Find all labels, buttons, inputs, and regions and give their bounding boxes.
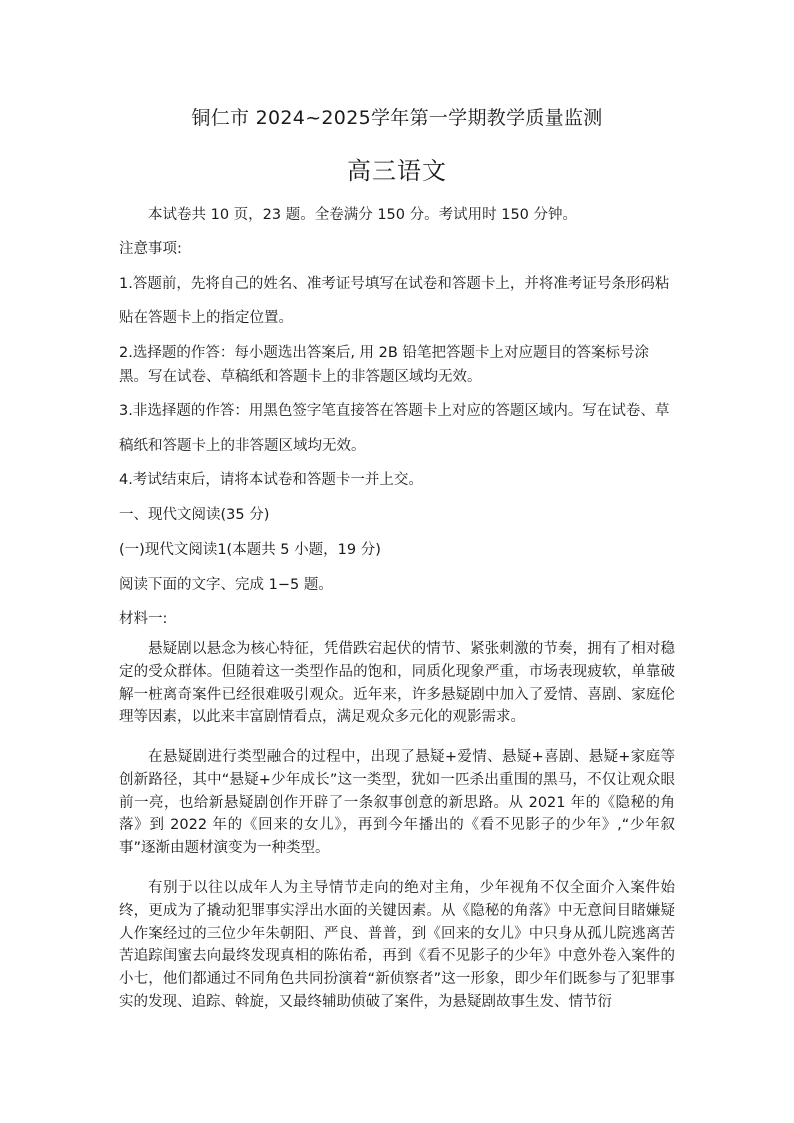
reading-instruction: 阅读下面的文字、完成 1−5 题。 — [119, 577, 333, 593]
notice-item-3-cont: 稿纸和答题卡上的非答题区域均无效。 — [119, 438, 366, 454]
notice-heading: 注意事项: — [119, 241, 182, 257]
material-label: 材料一: — [119, 611, 168, 627]
notice-item-1: 1.答题前，先将自己的姓名、准考证号填写在试卷和答题卡上，并将准考证号条形码粘 — [119, 276, 670, 292]
notice-item-3: 3.非选择题的作答：用黑色签字笔直接答在答题卡上对应的答题区域内。写在试卷、草 — [119, 403, 670, 419]
section-subheading: (一)现代文阅读1(本题共 5 小题，19 分) — [119, 542, 381, 558]
paragraph-3: 有别于以往以成年人为主导情节走向的绝对主角，少年视角不仅全面介入案件始终，更成为了撬动犯罪事实浮出水面的关键因素。从《隐秘的角落》中无意间目睹嫌疑人作案经过的三位少年朱朝阳、严良、普普，到《回来的女儿》中只身从孤儿院逃离苦苦追踪闺蜜去向最终发现真相的陈佑希，再到《看不见影子的少年》中意外卷入案件的小七，他们都通过不同角色共同扮演着“新侦察者”这一形象，即少年们既参与了犯罪事实的发现、追踪、斡旋，又最终辅助侦破了案件，为悬疑剧故事生发、情节衍 — [119, 880, 675, 1010]
exam-title: 铜仁市 2024~2025学年第一学期教学质量监测 — [191, 107, 603, 129]
section-heading: 一、现代文阅读(35 分) — [119, 507, 270, 523]
exam-intro: 本试卷共 10 页，23 题。全卷满分 150 分。考试用时 150 分钟。 — [148, 207, 578, 223]
subject-title: 高三语文 — [347, 157, 447, 185]
notice-item-2-cont: 黑。写在试卷、草稿纸和答题卡上的非答题区域均无效。 — [119, 369, 482, 385]
paragraph-2: 在悬疑剧进行类型融合的过程中，出现了悬疑+爱情、悬疑+喜剧、悬疑+家庭等创新路径，其中“悬疑+少年成长”这一类型，犹如一匹杀出重围的黑马，不仅让观众眼前一亮，也给新悬疑剧创作开辟了一条叙事创意的新思路。从 2021 年的《隐秘的角落》到 2022 年的《回来的女儿》，再到今年播出的《看不见影子的少年》,“少年叙事”逐渐由题材演变为一种类型。 — [119, 749, 675, 857]
paragraph-1: 悬疑剧以悬念为核心特征，凭借跌宕起伏的情节、紧张刺激的节奏，拥有了相对稳定的受众群体。但随着这一类型作品的饱和，同质化现象严重，市场表现疲软，单靠破解一桩离奇案件已经很难吸引观众。近年来，许多悬疑剧中加入了爱情、喜剧、家庭伦理等因素，以此来丰富剧情看点，满足观众多元化的观影需求。 — [119, 641, 675, 726]
notice-item-2: 2.选择题的作答：每小题选出答案后, 用 2B 铅笔把答题卡上对应题目的答案标号涂 — [119, 345, 649, 361]
notice-item-1-cont: 贴在答题卡上的指定位置。 — [119, 310, 293, 326]
notice-item-4: 4.考试结束后，请将本试卷和答题卡一并上交。 — [119, 472, 423, 488]
